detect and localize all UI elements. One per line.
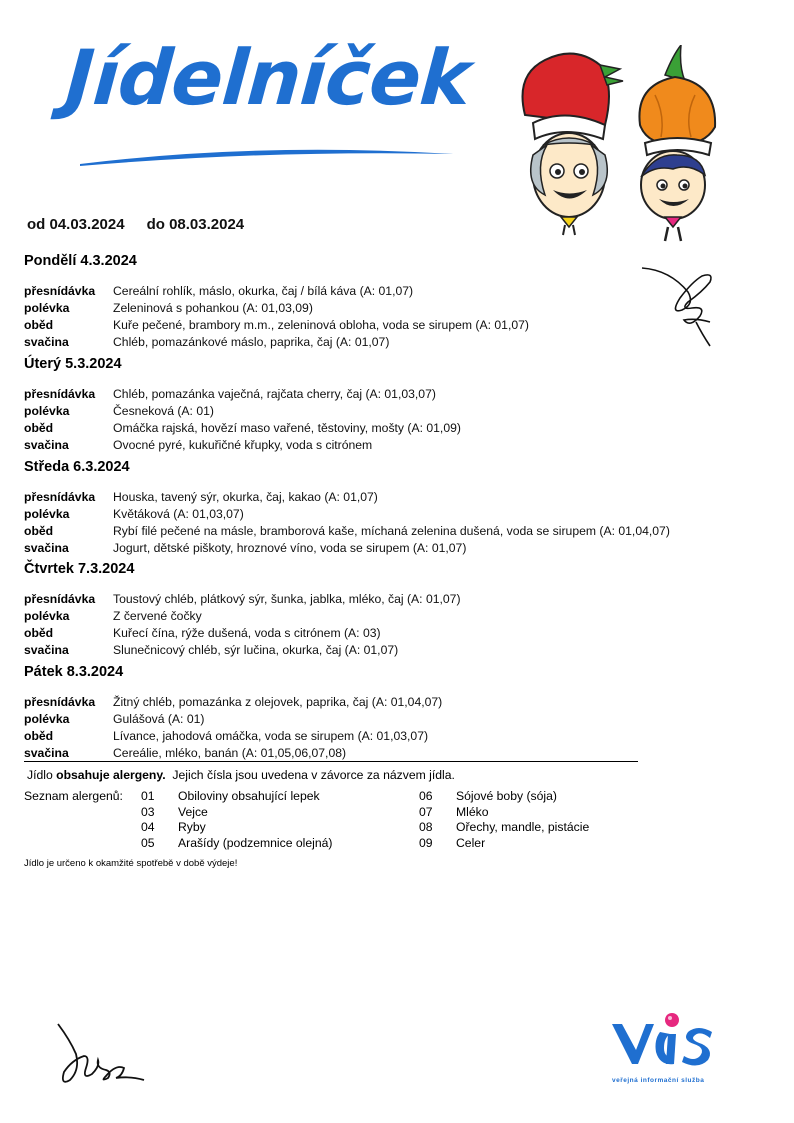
allergen-item bbox=[141, 805, 332, 821]
meal-text: Houska, tavený sýr, okurka, čaj, kakao (A: 01,07) bbox=[113, 490, 378, 504]
meal-label: polévka bbox=[24, 712, 70, 726]
allergen-item bbox=[141, 820, 332, 836]
allergen-name: Ryby bbox=[178, 820, 206, 834]
allergen-item bbox=[419, 836, 589, 852]
allergen-note-prefix: Jídlo bbox=[27, 768, 57, 782]
allergen-item bbox=[141, 836, 332, 852]
date-range bbox=[27, 216, 244, 233]
date-from: od 04.03.2024 bbox=[27, 216, 125, 233]
allergen-item bbox=[419, 820, 589, 836]
day-block-wednesday bbox=[24, 459, 784, 557]
meal-row bbox=[24, 334, 784, 351]
page-title: Jídelníček bbox=[62, 33, 473, 122]
allergen-item bbox=[141, 789, 332, 805]
chef-kids-illustration bbox=[505, 45, 735, 245]
day-block-friday bbox=[24, 664, 784, 762]
allergen-code: 05 bbox=[141, 835, 155, 850]
day-block-thursday bbox=[24, 561, 784, 659]
meal-label: svačina bbox=[24, 643, 69, 657]
day-heading: Pondělí 4.3.2024 bbox=[24, 253, 137, 269]
meal-row bbox=[24, 591, 784, 608]
meal-text: Cereální rohlík, máslo, okurka, čaj / bílá káva (A: 01,07) bbox=[113, 284, 414, 298]
day-block-monday bbox=[24, 253, 784, 351]
meal-label: oběd bbox=[24, 729, 54, 743]
allergen-column-right bbox=[419, 789, 589, 851]
tomato-chef-icon bbox=[523, 54, 624, 235]
meal-row bbox=[24, 625, 784, 642]
date-to: do 08.03.2024 bbox=[146, 216, 245, 233]
meal-row bbox=[24, 283, 784, 300]
meal-label: přesnídávka bbox=[24, 284, 96, 298]
meal-row bbox=[24, 437, 784, 454]
allergen-code: 04 bbox=[141, 820, 155, 834]
allergen-code: 03 bbox=[141, 804, 155, 819]
meal-text: Kuře pečené, brambory m.m., zeleninová obloha, voda se sirupem (A: 01,07) bbox=[113, 318, 529, 332]
meal-text: Kuřecí čína, rýže dušená, voda s citrónem (A: 03) bbox=[113, 626, 381, 640]
allergen-name: Mléko bbox=[456, 804, 489, 819]
day-block-tuesday bbox=[24, 356, 784, 454]
allergen-code: 06 bbox=[419, 789, 433, 803]
meal-label: svačina bbox=[24, 746, 69, 760]
allergen-item bbox=[419, 789, 589, 805]
allergen-note-bold: obsahuje alergeny. bbox=[56, 768, 166, 782]
allergen-note-suffix: Jejich čísla jsou uvedena v závorce za názvem jídla. bbox=[165, 768, 455, 782]
meal-label: polévka bbox=[24, 404, 70, 418]
meal-label: oběd bbox=[24, 421, 54, 435]
meal-label: přesnídávka bbox=[24, 695, 96, 709]
meal-label: svačina bbox=[24, 438, 69, 452]
meal-row bbox=[24, 386, 784, 403]
allergen-item bbox=[419, 805, 589, 821]
meal-text: Žitný chléb, pomazánka z olejovek, paprika, čaj (A: 01,04,07) bbox=[113, 695, 443, 709]
meal-row bbox=[24, 420, 784, 437]
meal-label: oběd bbox=[24, 626, 54, 640]
vis-logo-mark bbox=[608, 1010, 720, 1072]
day-heading: Středa 6.3.2024 bbox=[24, 459, 130, 475]
meal-row bbox=[24, 506, 784, 523]
allergen-name: Ořechy, mandle, pistácie bbox=[456, 820, 590, 834]
allergen-code: 07 bbox=[419, 804, 433, 819]
meal-row bbox=[24, 728, 784, 745]
meal-text: Omáčka rajská, hovězí maso vařené, těstoviny, mošty (A: 01,09) bbox=[113, 421, 461, 435]
meal-label: přesnídávka bbox=[24, 592, 96, 606]
day-heading: Čtvrtek 7.3.2024 bbox=[24, 561, 135, 577]
allergen-code: 08 bbox=[419, 820, 433, 834]
allergen-name: Obiloviny obsahující lepek bbox=[178, 789, 320, 803]
allergen-name: Arašídy (podzemnice olejná) bbox=[178, 835, 333, 850]
allergen-list-title: Seznam alergenů: bbox=[24, 789, 123, 803]
footer-note: Jídlo je určeno k okamžité spotřebě v době výdeje! bbox=[24, 858, 238, 869]
meal-label: polévka bbox=[24, 507, 70, 521]
meal-row bbox=[24, 403, 784, 420]
meal-text: Toustový chléb, plátkový sýr, šunka, jablka, mléko, čaj (A: 01,07) bbox=[113, 592, 461, 606]
signature-bottom bbox=[50, 1020, 150, 1090]
meal-label: polévka bbox=[24, 301, 70, 315]
meal-text: Gulášová (A: 01) bbox=[113, 712, 205, 726]
meal-text: Květáková (A: 01,03,07) bbox=[113, 507, 244, 521]
vis-logo bbox=[608, 1010, 728, 1090]
allergen-note bbox=[27, 768, 455, 782]
meal-row bbox=[24, 317, 784, 334]
meal-row bbox=[24, 745, 784, 762]
meal-text: Jogurt, dětské piškoty, hroznové víno, voda se sirupem (A: 01,07) bbox=[113, 541, 467, 555]
meal-row bbox=[24, 523, 784, 540]
meal-label: svačina bbox=[24, 335, 69, 349]
meal-text: Zeleninová s pohankou (A: 01,03,09) bbox=[113, 301, 313, 315]
allergen-code: 01 bbox=[141, 789, 155, 803]
meal-text: Lívance, jahodová omáčka, voda se sirupem (A: 01,03,07) bbox=[113, 729, 429, 743]
vis-caption: veřejná informační služba bbox=[612, 1077, 705, 1084]
day-heading: Úterý 5.3.2024 bbox=[24, 356, 122, 372]
meal-text: Chléb, pomazánkové máslo, paprika, čaj (A: 01,07) bbox=[113, 335, 390, 349]
meal-row bbox=[24, 608, 784, 625]
meal-text: Slunečnicový chléb, sýr lučina, okurka, čaj (A: 01,07) bbox=[113, 643, 399, 657]
allergen-name: Celer bbox=[456, 835, 486, 850]
meal-text: Chléb, pomazánka vaječná, rajčata cherry, čaj (A: 01,03,07) bbox=[113, 387, 436, 401]
meal-label: oběd bbox=[24, 524, 54, 538]
allergen-column-left bbox=[141, 789, 332, 851]
meal-row bbox=[24, 642, 784, 659]
allergen-name: Sójové boby (sója) bbox=[456, 789, 557, 803]
allergen-name: Vejce bbox=[178, 804, 208, 819]
meal-label: přesnídávka bbox=[24, 490, 96, 504]
section-divider bbox=[24, 761, 638, 762]
meal-row bbox=[24, 711, 784, 728]
day-heading: Pátek 8.3.2024 bbox=[24, 664, 124, 680]
meal-row bbox=[24, 540, 784, 557]
meal-label: přesnídávka bbox=[24, 387, 96, 401]
meal-row bbox=[24, 694, 784, 711]
meal-label: oběd bbox=[24, 318, 54, 332]
meal-row bbox=[24, 489, 784, 506]
meal-text: Rybí filé pečené na másle, bramborová kaše, míchaná zelenina dušená, voda se sirupem (A: 01,04,07) bbox=[113, 524, 670, 538]
onion-chef-icon bbox=[639, 45, 715, 241]
meal-text: Z červené čočky bbox=[113, 609, 202, 623]
meal-text: Česneková (A: 01) bbox=[113, 404, 214, 418]
title-swoosh bbox=[78, 138, 458, 168]
meal-text: Cereálie, mléko, banán (A: 01,05,06,07,08) bbox=[113, 746, 347, 760]
meal-row bbox=[24, 300, 784, 317]
meal-label: svačina bbox=[24, 541, 69, 555]
meal-text: Ovocné pyré, kukuřičné křupky, voda s citrónem bbox=[113, 438, 373, 452]
allergen-code: 09 bbox=[419, 835, 433, 850]
meal-label: polévka bbox=[24, 609, 70, 623]
